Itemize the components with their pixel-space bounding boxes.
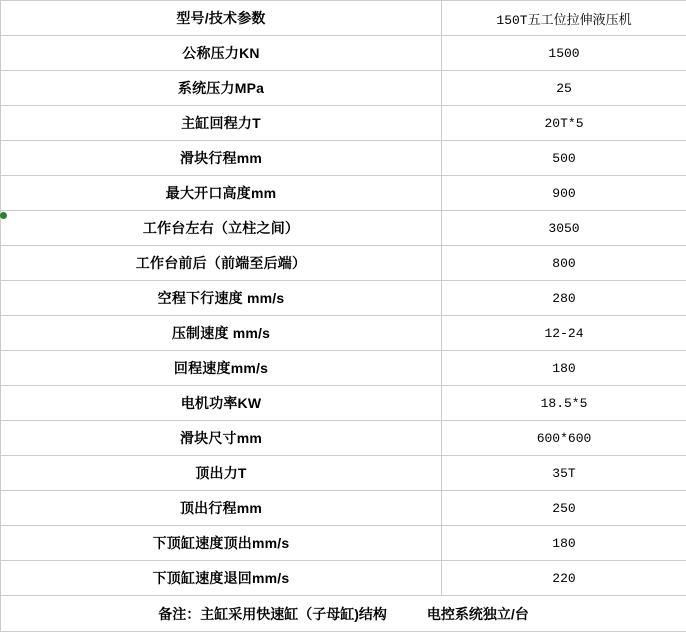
param-label: 公称压力KN [1, 36, 442, 71]
param-label: 滑块尺寸mm [1, 421, 442, 456]
param-label: 回程速度mm/s [1, 351, 442, 386]
table-row [1, 351, 686, 386]
param-value: 250 [442, 491, 686, 526]
param-label: 顶出行程mm [1, 491, 442, 526]
param-label: 下顶缸速度退回mm/s [1, 561, 442, 596]
param-label: 工作台左右（立柱之间） [1, 211, 442, 246]
header-model-value: 150T五工位拉伸液压机 [442, 1, 686, 36]
table-row [1, 106, 686, 141]
param-value: 3050 [442, 211, 686, 246]
param-label: 工作台前后（前端至后端） [1, 246, 442, 281]
param-value: 600*600 [442, 421, 686, 456]
table-row [1, 176, 686, 211]
param-value: 900 [442, 176, 686, 211]
table-row [1, 316, 686, 351]
param-label: 压制速度 mm/s [1, 316, 442, 351]
table-row [1, 36, 686, 71]
table-header-row [1, 1, 686, 36]
param-label: 电机功率KW [1, 386, 442, 421]
param-value: 500 [442, 141, 686, 176]
param-label: 滑块行程mm [1, 141, 442, 176]
row-marker-dot [0, 212, 7, 219]
param-label: 系统压力MPa [1, 71, 442, 106]
param-value: 12-24 [442, 316, 686, 351]
table-row [1, 421, 686, 456]
footer-note-cell [1, 596, 686, 632]
footer-extra-text: 电控系统独立/台 [426, 605, 529, 622]
table-row [1, 71, 686, 106]
param-label: 主缸回程力T [1, 106, 442, 141]
table-row [1, 456, 686, 491]
param-label: 空程下行速度 mm/s [1, 281, 442, 316]
param-value: 25 [442, 71, 686, 106]
param-label: 最大开口高度mm [1, 176, 442, 211]
param-value: 1500 [442, 36, 686, 71]
footer-note-text: 备注：主缸采用快速缸（子母缸)结构 [158, 605, 387, 622]
param-value: 220 [442, 561, 686, 596]
table-row [1, 211, 686, 246]
param-value: 800 [442, 246, 686, 281]
table-row [1, 246, 686, 281]
param-value: 20T*5 [442, 106, 686, 141]
table-row [1, 386, 686, 421]
table-row [1, 561, 686, 596]
param-label: 下顶缸速度顶出mm/s [1, 526, 442, 561]
param-value: 180 [442, 526, 686, 561]
table-row [1, 141, 686, 176]
header-param-label: 型号/技术参数 [1, 1, 442, 36]
param-value: 18.5*5 [442, 386, 686, 421]
table-footer-row [1, 596, 686, 632]
param-value: 280 [442, 281, 686, 316]
param-value: 35T [442, 456, 686, 491]
param-value: 180 [442, 351, 686, 386]
table-row [1, 491, 686, 526]
table-row [1, 526, 686, 561]
table-row [1, 281, 686, 316]
param-label: 顶出力T [1, 456, 442, 491]
